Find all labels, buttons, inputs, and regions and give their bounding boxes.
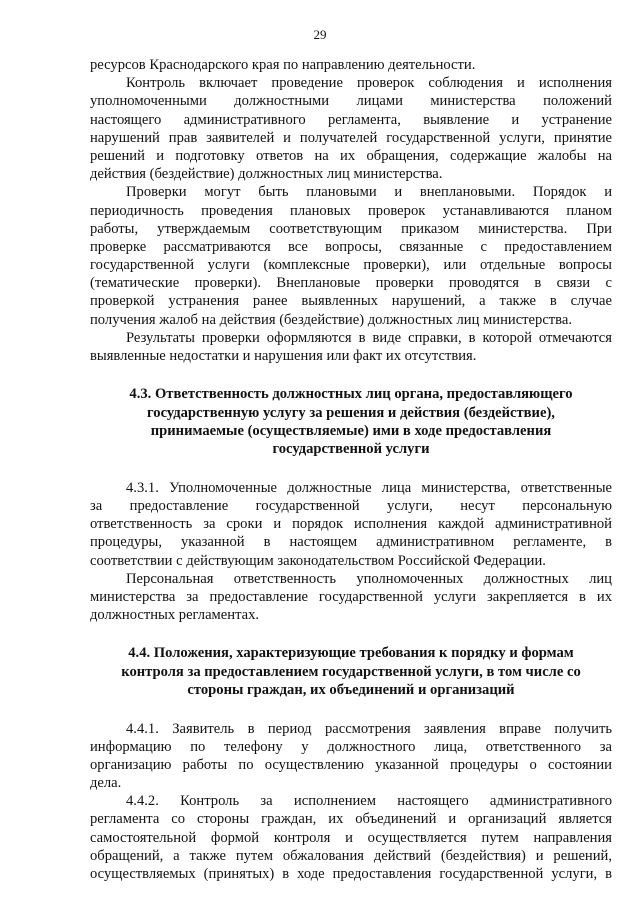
text-line: выявленные недостатки и нарушения или факт их отсутствия.	[90, 348, 477, 364]
text-line: осуществляемых (принятых) в ходе предоставления государственной услуги, в	[90, 866, 612, 883]
paragraph	[90, 329, 612, 365]
text-line: за предоставление государственной услуги, несут персональную	[90, 498, 612, 514]
paragraph	[90, 183, 612, 329]
text-line: Результаты проверки оформляются в виде справки, в которой отмечаются	[126, 329, 612, 346]
heading-line: принимаемые (осуществляемые) ими в ходе предоставления	[150, 423, 552, 439]
text-line: периодичность проведения плановых проверок устанавливаются планом	[90, 202, 612, 219]
text-line: проверкой устранения ранее выявленных нарушений, а также в случае	[90, 293, 612, 310]
text-line: самостоятельной формой контроля и осуществляется путем направления	[90, 829, 612, 846]
text-line: организацию работы по осуществлению указанной процедуры о состоянии	[90, 756, 612, 773]
text-line: ответственность за сроки и порядок исполнения каждой административной	[90, 516, 612, 533]
heading-line: 4.4. Положения, характеризующие требования к порядку и формам	[128, 645, 574, 662]
text-line: 4.4.2. Контроль за исполнением настоящего административного	[126, 793, 612, 810]
text-line: Проверки могут быть плановыми и внеплановыми. Порядок и	[126, 184, 612, 201]
text-line: министерства за предоставление государственной услуги закрепляется в их	[90, 588, 612, 605]
page-number: 29	[313, 27, 327, 42]
text-line: регламента со стороны граждан, их объединений и организаций является	[90, 811, 612, 828]
paragraph	[90, 74, 612, 183]
text-line: процедуры, указанной в настоящем административном регламенте, в	[90, 534, 612, 551]
text-line: решений и подготовку ответов на их обращения, содержащие жалобы на	[90, 147, 612, 164]
text-line: Персональная ответственность уполномоченных должностных лиц	[126, 570, 612, 587]
text-line: проверке рассматриваются все вопросы, связанные с предоставлением	[90, 238, 612, 255]
heading-line: стороны граждан, их объединений и организаций	[187, 682, 515, 699]
paragraph	[90, 792, 612, 883]
heading-line: государственную услугу за решения и действия (бездействие),	[147, 404, 555, 421]
paragraph	[90, 720, 612, 793]
heading-line: контроля за предоставлением государственной услуги, в том числе со	[121, 663, 581, 680]
text-line: соответствии с действующим законодательством Российской Федерации.	[90, 552, 546, 569]
heading-line: государственной услуги	[272, 441, 430, 458]
text-line: 4.3.1. Уполномоченные должностные лица министерства, ответственные	[126, 479, 612, 496]
text-line: настоящего административного регламента, выявление и устранение	[90, 111, 612, 128]
text-line: получения жалоб на действия (бездействие) должностных лиц министерства.	[90, 311, 573, 328]
section-heading	[90, 644, 612, 699]
paragraph	[90, 56, 612, 74]
section-heading	[90, 385, 612, 459]
text-line: обращений, а также путем обжалования действий (бездействия) и решений,	[90, 847, 612, 864]
paragraph	[90, 479, 612, 570]
text-line: 4.4.1. Заявитель в период рассмотрения заявления вправе получить	[126, 720, 612, 737]
text-line: действия (бездействие) должностных лиц министерства.	[90, 166, 443, 183]
text-line: Контроль включает проведение проверок соблюдения и исполнения	[126, 75, 612, 92]
text-line: информацию по телефону у должностного лица, ответственного за	[90, 738, 612, 755]
heading-line: 4.3. Ответственность должностных лиц органа, предоставляющего	[129, 386, 573, 403]
text-line: государственной услуги (комплексные проверки), или отдельные вопросы	[90, 257, 612, 274]
text-line: нарушений прав заявителей и получателей государственной услуги, принятие	[90, 129, 612, 146]
text-line: (тематические проверки). Внеплановые проверки проводятся в связи с	[90, 275, 612, 292]
text-line: уполномоченными должностными лицами министерства положений	[90, 93, 612, 110]
document-body	[90, 56, 612, 883]
text-line: работы, утверждаемым соответствующим приказом министерства. При	[90, 220, 612, 237]
paragraph	[90, 570, 612, 625]
text-line: ресурсов Краснодарского края по направлению деятельности.	[90, 57, 476, 73]
text-line: должностных регламентах.	[90, 607, 260, 624]
text-line: дела.	[90, 775, 122, 792]
